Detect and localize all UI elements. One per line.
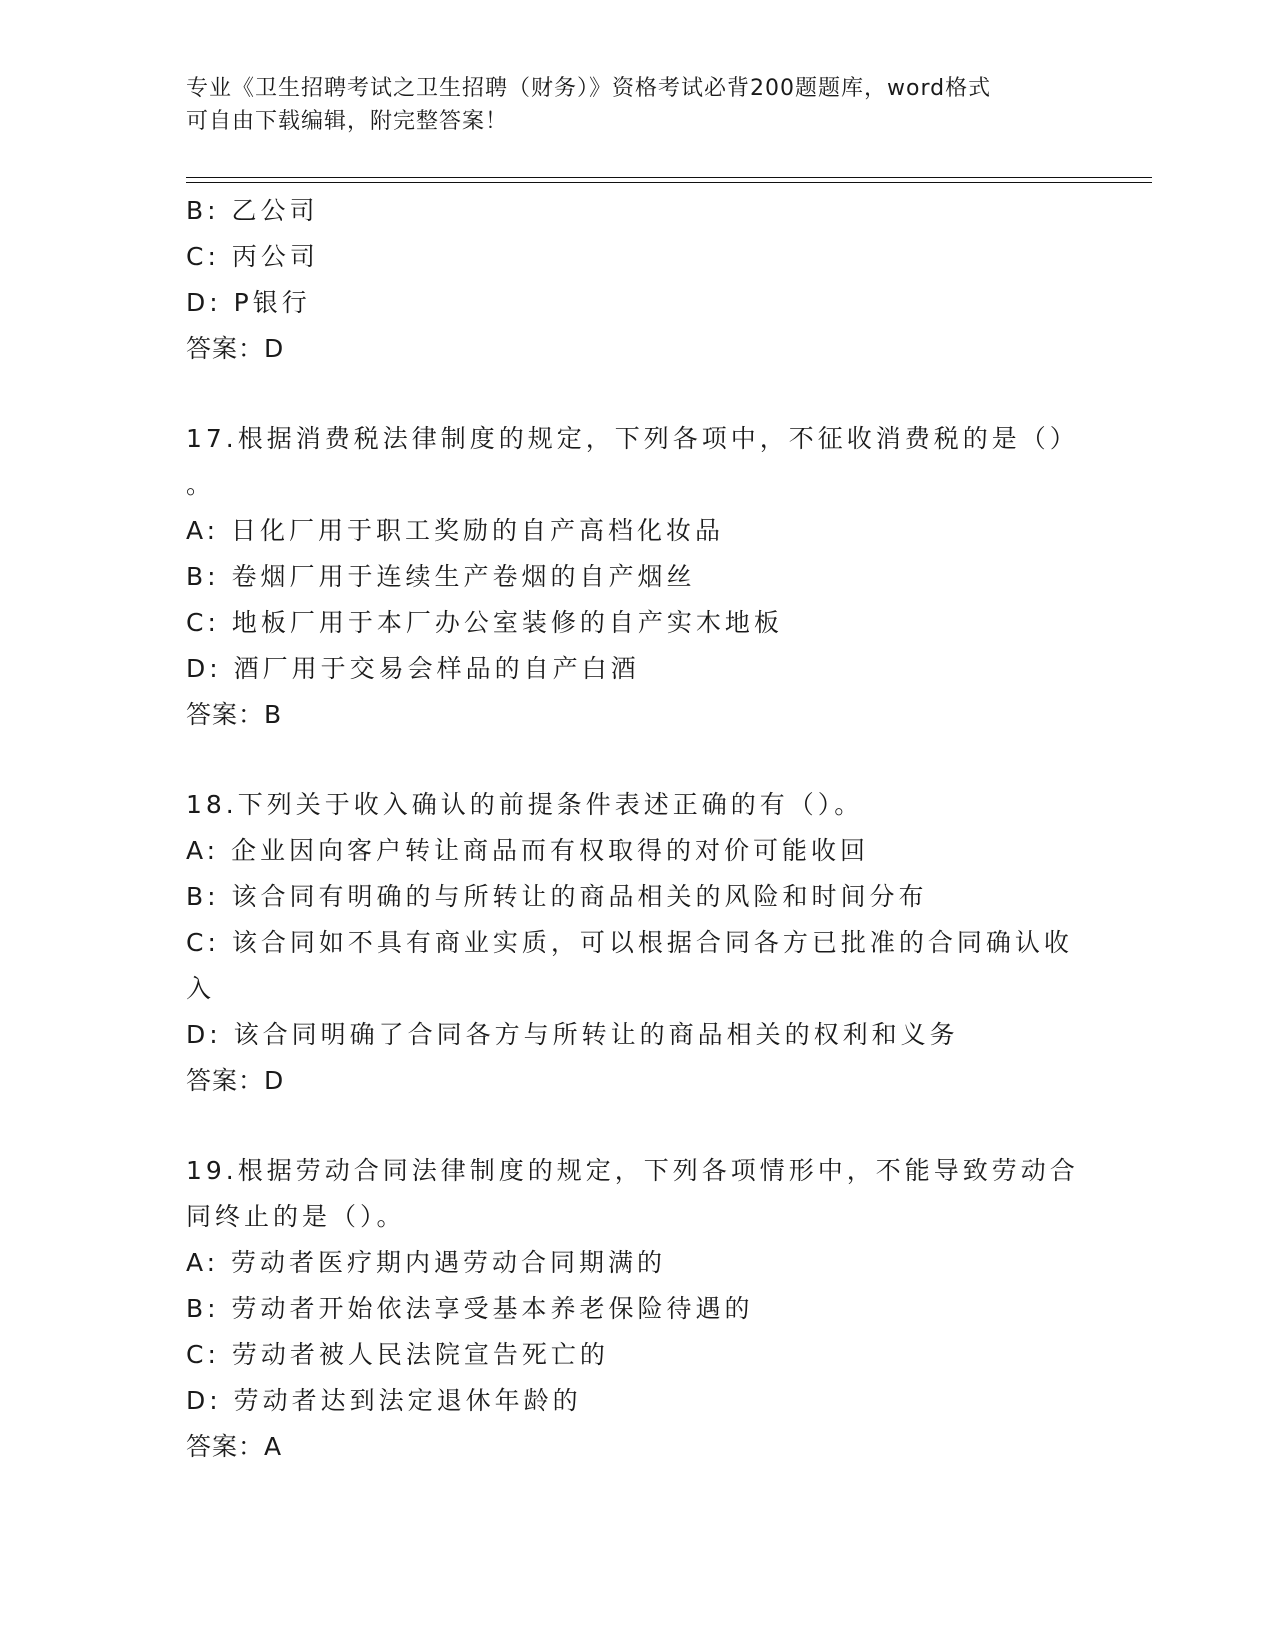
document-header — [186, 72, 1086, 138]
option-d: D: 劳动者达到法定退休年龄的 — [186, 1386, 582, 1415]
answer-line: 答案：D — [186, 1066, 285, 1095]
header-divider-bottom — [186, 182, 1152, 183]
option-d: D: 该合同明确了合同各方与所转让的商品相关的权利和义务 — [186, 1020, 959, 1049]
option-b: B: 乙公司 — [186, 196, 319, 225]
question-spacer — [186, 1104, 1086, 1148]
question-18 — [186, 782, 1086, 1104]
question-stem: 18.下列关于收入确认的前提条件表述正确的有（）。 — [186, 790, 864, 819]
answer-line: 答案：D — [186, 334, 285, 363]
question-19 — [186, 1148, 1086, 1470]
header-line-2: 可自由下载编辑，附完整答案！ — [186, 109, 509, 134]
question-stem-continued: 同终止的是（）。 — [186, 1202, 406, 1231]
document-body — [186, 188, 1086, 1470]
answer-line: 答案：B — [186, 700, 283, 729]
question-16-continued — [186, 188, 1086, 372]
option-b: B: 劳动者开始依法享受基本养老保险待遇的 — [186, 1294, 754, 1323]
question-stem-continued: 。 — [186, 470, 216, 499]
question-stem: 19.根据劳动合同法律制度的规定，下列各项情形中，不能导致劳动合 — [186, 1156, 1079, 1185]
question-spacer — [186, 738, 1086, 782]
option-a: A: 企业因向客户转让商品而有权取得的对价可能收回 — [186, 836, 870, 865]
option-c: C: 该合同如不具有商业实质，可以根据合同各方已批准的合同确认收 — [186, 928, 1073, 957]
option-c: C: 地板厂用于本厂办公室装修的自产实木地板 — [186, 608, 783, 637]
header-line-1: 专业《卫生招聘考试之卫生招聘（财务）》资格考试必背200题题库，word格式 — [186, 76, 992, 101]
option-a: A: 日化厂用于职工奖励的自产高档化妆品 — [186, 516, 725, 545]
question-stem: 17.根据消费税法律制度的规定，下列各项中，不征收消费税的是（） — [186, 424, 1079, 453]
option-c: C: 劳动者被人民法院宣告死亡的 — [186, 1340, 609, 1369]
option-c: C: 丙公司 — [186, 242, 319, 271]
question-17 — [186, 416, 1086, 738]
option-b: B: 卷烟厂用于连续生产卷烟的自产烟丝 — [186, 562, 696, 591]
answer-line: 答案：A — [186, 1432, 283, 1461]
option-d: D: P银行 — [186, 288, 311, 317]
option-c-continued: 入 — [186, 974, 216, 1003]
option-b: B: 该合同有明确的与所转让的商品相关的风险和时间分布 — [186, 882, 928, 911]
option-d: D: 酒厂用于交易会样品的自产白酒 — [186, 654, 640, 683]
header-divider-top — [186, 177, 1152, 178]
option-a: A: 劳动者医疗期内遇劳动合同期满的 — [186, 1248, 667, 1277]
question-spacer — [186, 372, 1086, 416]
